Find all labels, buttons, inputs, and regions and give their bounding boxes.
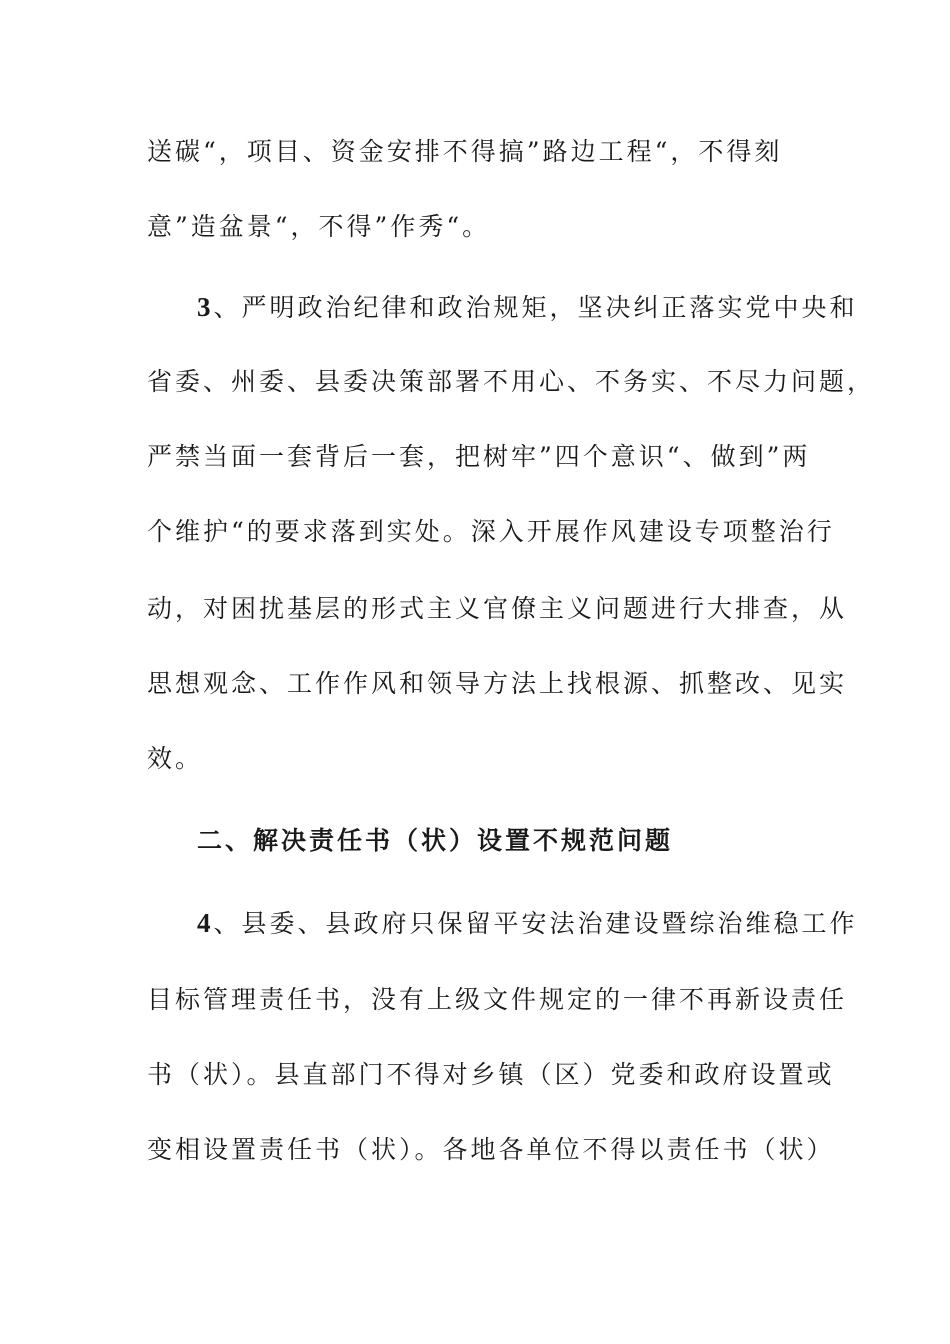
paragraph-text: 、严明政治纪律和政治规矩，坚决纠正落实党中央和 <box>213 293 858 322</box>
section-heading: 二、解决责任书（状）设置不规范问题 <box>197 826 674 855</box>
paragraph-line: 个维护“的要求落到实处。深入开展作风建设专项整治行 <box>147 517 835 546</box>
paragraph-line: 动，对困扰基层的形式主义官僚主义问题进行大排查，从 <box>147 594 848 623</box>
paragraph-line: 变相设置责任书（状）。各地各单位不得以责任书（状） <box>147 1135 835 1164</box>
paragraph-text: 、县委、县政府只保留平安法治建设暨综治维稳工作 <box>213 909 858 938</box>
paragraph-line: 严禁当面一套背后一套，把树牢”四个意识“、做到”两 <box>147 442 811 471</box>
item-number: 4 <box>197 908 214 938</box>
item-number: 3 <box>197 292 214 322</box>
paragraph-line: 书（状）。县直部门不得对乡镇（区）党委和政府设置或 <box>147 1060 835 1089</box>
paragraph-line <box>197 906 858 941</box>
paragraph-line: 意”造盆景“，不得”作秀“。 <box>147 212 491 241</box>
paragraph-line: 省委、州委、县委决策部署不用心、不务实、不尽力问题， <box>147 367 876 396</box>
paragraph-line: 目标管理责任书，没有上级文件规定的一律不再新设责任 <box>147 985 848 1014</box>
paragraph-line: 送碳“，项目、资金安排不得搞”路边工程“，不得刻 <box>147 137 783 166</box>
paragraph-line <box>197 290 858 325</box>
paragraph-line: 效。 <box>147 744 204 773</box>
paragraph-line: 思想观念、工作作风和领导方法上找根源、抓整改、见实 <box>147 669 848 698</box>
